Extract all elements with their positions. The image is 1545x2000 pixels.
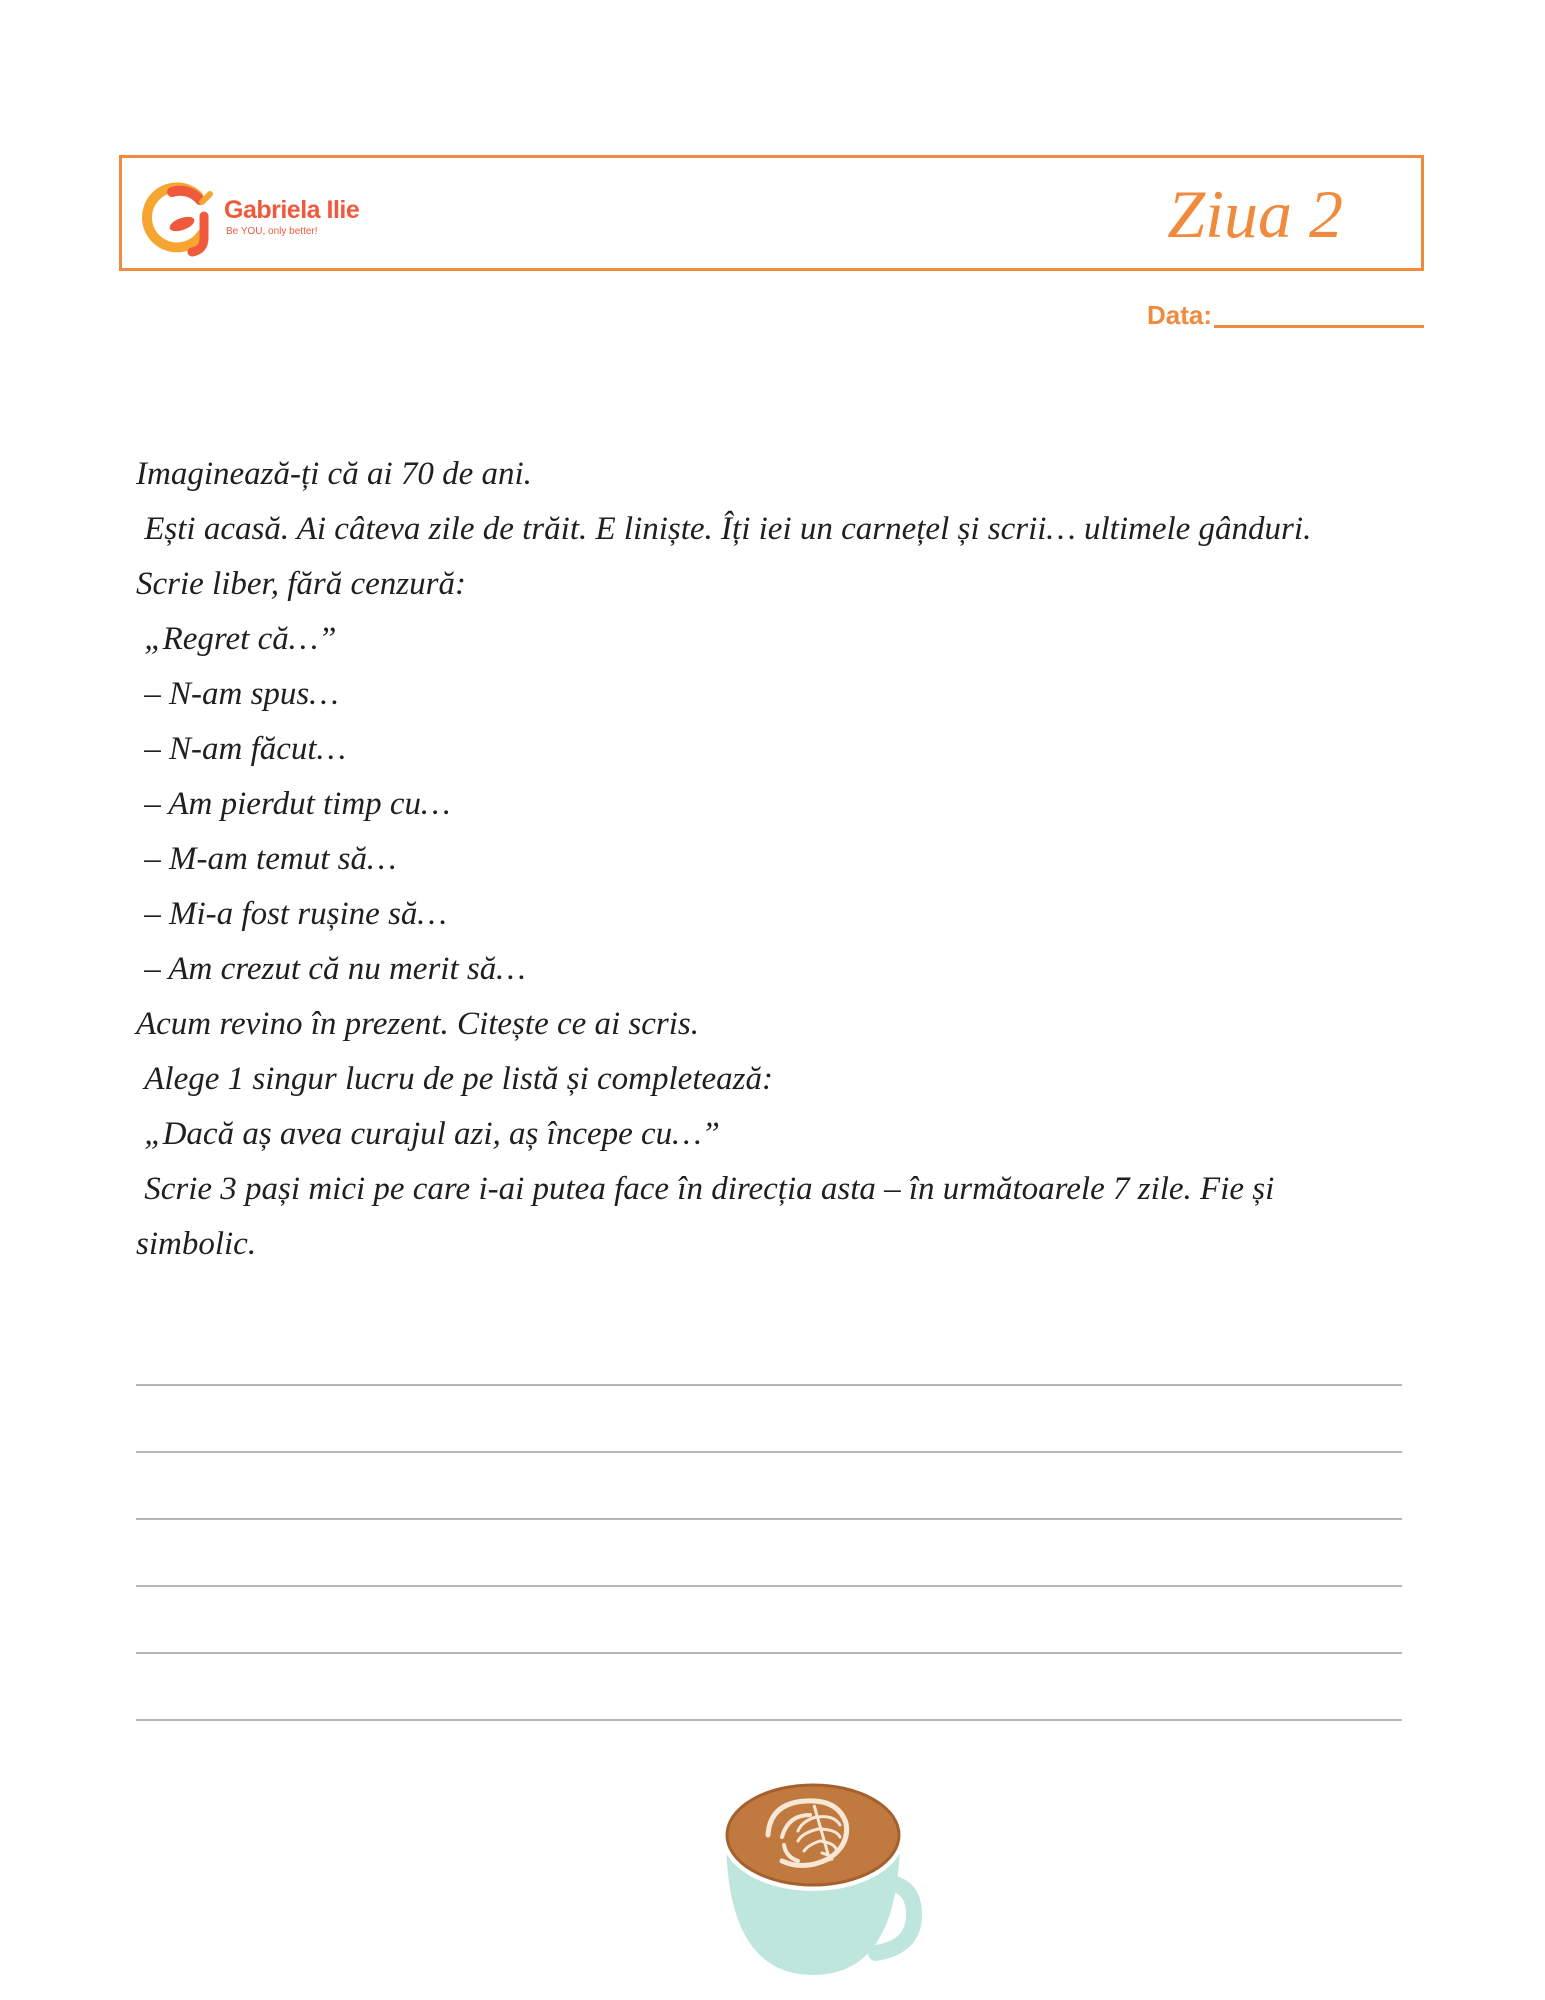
prompt-line: Imaginează-ți că ai 70 de ani. [136,456,532,492]
prompt-line: – N-am spus… [136,676,339,712]
writing-line[interactable] [136,1652,1402,1654]
date-row [1147,300,1424,331]
prompt-line: „Dacă aș avea curajul azi, aș începe cu…” [136,1116,720,1152]
prompt-line: Scrie liber, fără cenzură: [136,566,466,602]
writing-line[interactable] [136,1719,1402,1721]
prompt-line: „Regret că…” [136,621,337,657]
date-label: Data: [1146,300,1212,330]
prompt-line: – M-am temut să… [136,841,397,877]
prompt-line: Ești acasă. Ai câteva zile de trăit. E liniște. Îți iei un carnețel și scrii… ultimele gânduri. [136,511,1312,547]
logo-name: Gabriela Ilie [224,196,360,224]
gabriela-ilie-logo-icon [142,178,222,258]
logo [142,178,402,258]
writing-line[interactable] [136,1518,1402,1520]
prompt-line: Acum revino în prezent. Citește ce ai scris. [136,1006,700,1042]
prompt-line: – Mi-a fost rușine să… [136,896,447,932]
prompt-line: Scrie 3 pași mici pe care i-ai putea face în direcția asta – în următoarele 7 zile. Fie și simbolic. [136,1171,1283,1262]
writing-line[interactable] [136,1451,1402,1453]
prompt-line: – Am pierdut timp cu… [136,786,451,822]
day-title: Ziua 2 [1167,176,1343,252]
date-input-line[interactable] [1214,325,1424,328]
latte-cup-icon [718,1775,928,1975]
prompt-text [136,447,1386,1272]
prompt-line: – Am crezut că nu merit să… [136,951,526,987]
writing-line[interactable] [136,1384,1402,1386]
header-box [119,155,1424,271]
prompt-line: Alege 1 singur lucru de pe listă și completează: [136,1061,773,1097]
writing-line[interactable] [136,1585,1402,1587]
prompt-line: – N-am făcut… [136,731,346,767]
logo-tagline: Be YOU, only better! [226,226,318,237]
